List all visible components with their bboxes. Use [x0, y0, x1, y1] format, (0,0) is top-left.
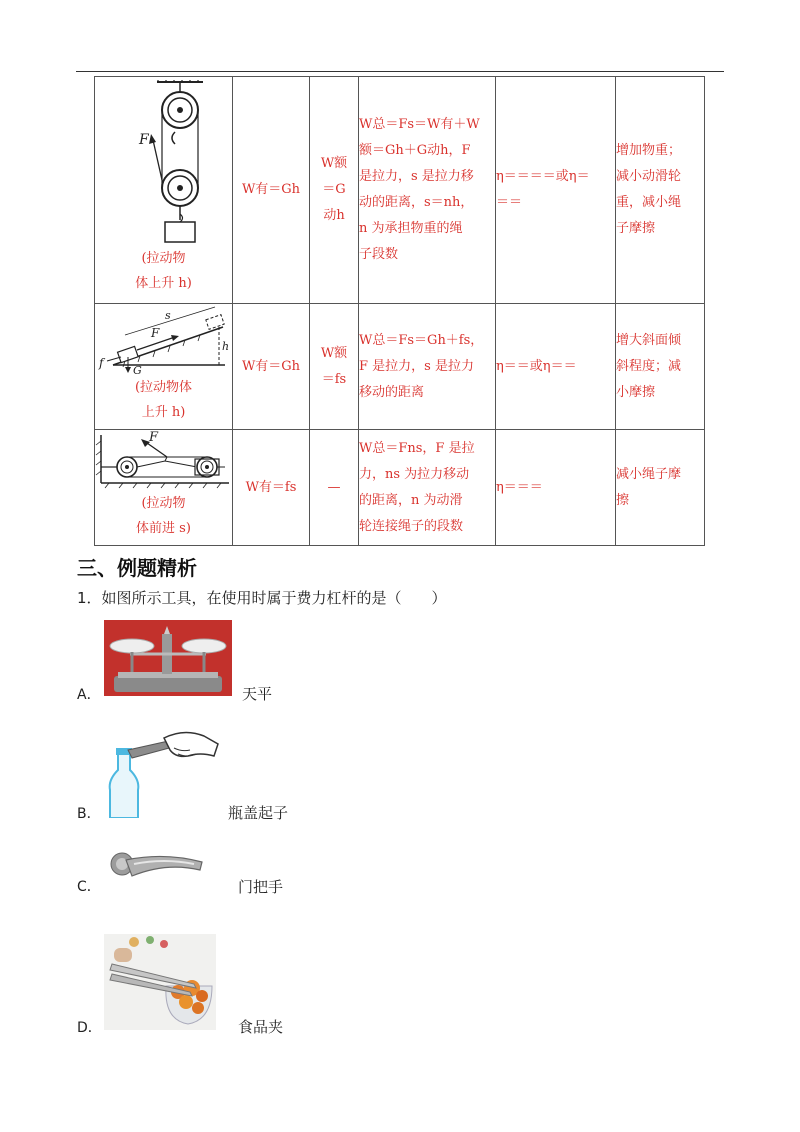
improve-cell: 增大斜面倾 斜程度；减 小摩擦 — [616, 304, 705, 430]
table-row — [95, 304, 705, 430]
useful-work-cell: W有＝Gh — [233, 304, 310, 430]
option-c-letter: C． — [77, 879, 101, 895]
option-a-label: 天平 — [242, 685, 273, 703]
header-rule — [76, 71, 724, 72]
improve-cell: 增加物重； 减小动滑轮 重，减小绳 子摩擦 — [616, 77, 705, 304]
extra-work-cell: — — [310, 430, 359, 546]
table-row — [95, 430, 705, 546]
door-handle-photo-icon — [104, 846, 208, 896]
pulley-diagram-cell — [95, 77, 233, 304]
diagram-caption: (拉动物 体前进 s) — [136, 495, 191, 536]
total-work-cell: W总＝Fns，F 是拉 力，ns 为拉力移动 的距离，n 为动滑 轮连接绳子的段数 — [359, 430, 496, 546]
efficiency-cell: η＝＝＝＝或η＝ ＝＝ — [496, 77, 616, 304]
table-row — [95, 77, 705, 304]
horizontal-pulley-diagram-cell — [95, 430, 233, 546]
option-b-label: 瓶盖起子 — [228, 804, 289, 822]
question-text: 1．如图所示工具，在使用时属于费力杠杆的是（ ） — [77, 589, 447, 607]
height-label: h — [222, 339, 230, 353]
friction-label: f — [99, 355, 104, 370]
force-label: F — [151, 325, 160, 340]
force-label: F — [149, 430, 159, 445]
option-c-label: 门把手 — [238, 878, 284, 896]
total-work-cell: W总＝Fs＝Gh＋fs， F 是拉力，s 是拉力 移动的距离 — [359, 304, 496, 430]
improve-cell: 减小绳子摩 擦 — [616, 430, 705, 546]
option-d-label: 食品夹 — [238, 1018, 284, 1036]
useful-work-cell: W有＝fs — [233, 430, 310, 546]
force-label: F — [139, 132, 149, 148]
food-tongs-photo-icon — [104, 934, 216, 1030]
diagram-caption: (拉动物体 上升 h) — [134, 379, 193, 420]
bottle-opener-drawing-icon — [104, 730, 222, 818]
extra-work-cell: W额 ＝G 动h — [310, 77, 359, 304]
total-work-cell: W总＝Fs＝W有＋W 额＝Gh＋G动h，F 是拉力，s 是拉力移 动的距离，s＝nh， n 为承担物重的绳 子段数 — [359, 77, 496, 304]
diagram-caption: (拉动物 体上升 h) — [135, 251, 192, 291]
extra-work-cell: W额 ＝fs — [310, 304, 359, 430]
efficiency-cell: η＝＝或η＝＝ — [496, 304, 616, 430]
option-d-letter: D． — [77, 1020, 102, 1036]
distance-label: s — [165, 308, 171, 322]
incline-diagram-cell — [95, 304, 233, 430]
incline-diagram — [95, 305, 231, 375]
pulley-block-diagram — [95, 80, 231, 246]
mechanics-table — [94, 76, 705, 546]
efficiency-cell: η＝＝＝ — [496, 430, 616, 546]
horizontal-pulley-diagram — [95, 431, 231, 491]
gravity-label: G — [133, 363, 142, 375]
option-a-letter: A． — [77, 687, 101, 703]
balance-scale-photo-icon — [104, 620, 232, 696]
useful-work-cell: W有＝Gh — [233, 77, 310, 304]
option-b-letter: B． — [77, 806, 101, 822]
section-title: 三、例题精析 — [77, 556, 197, 580]
